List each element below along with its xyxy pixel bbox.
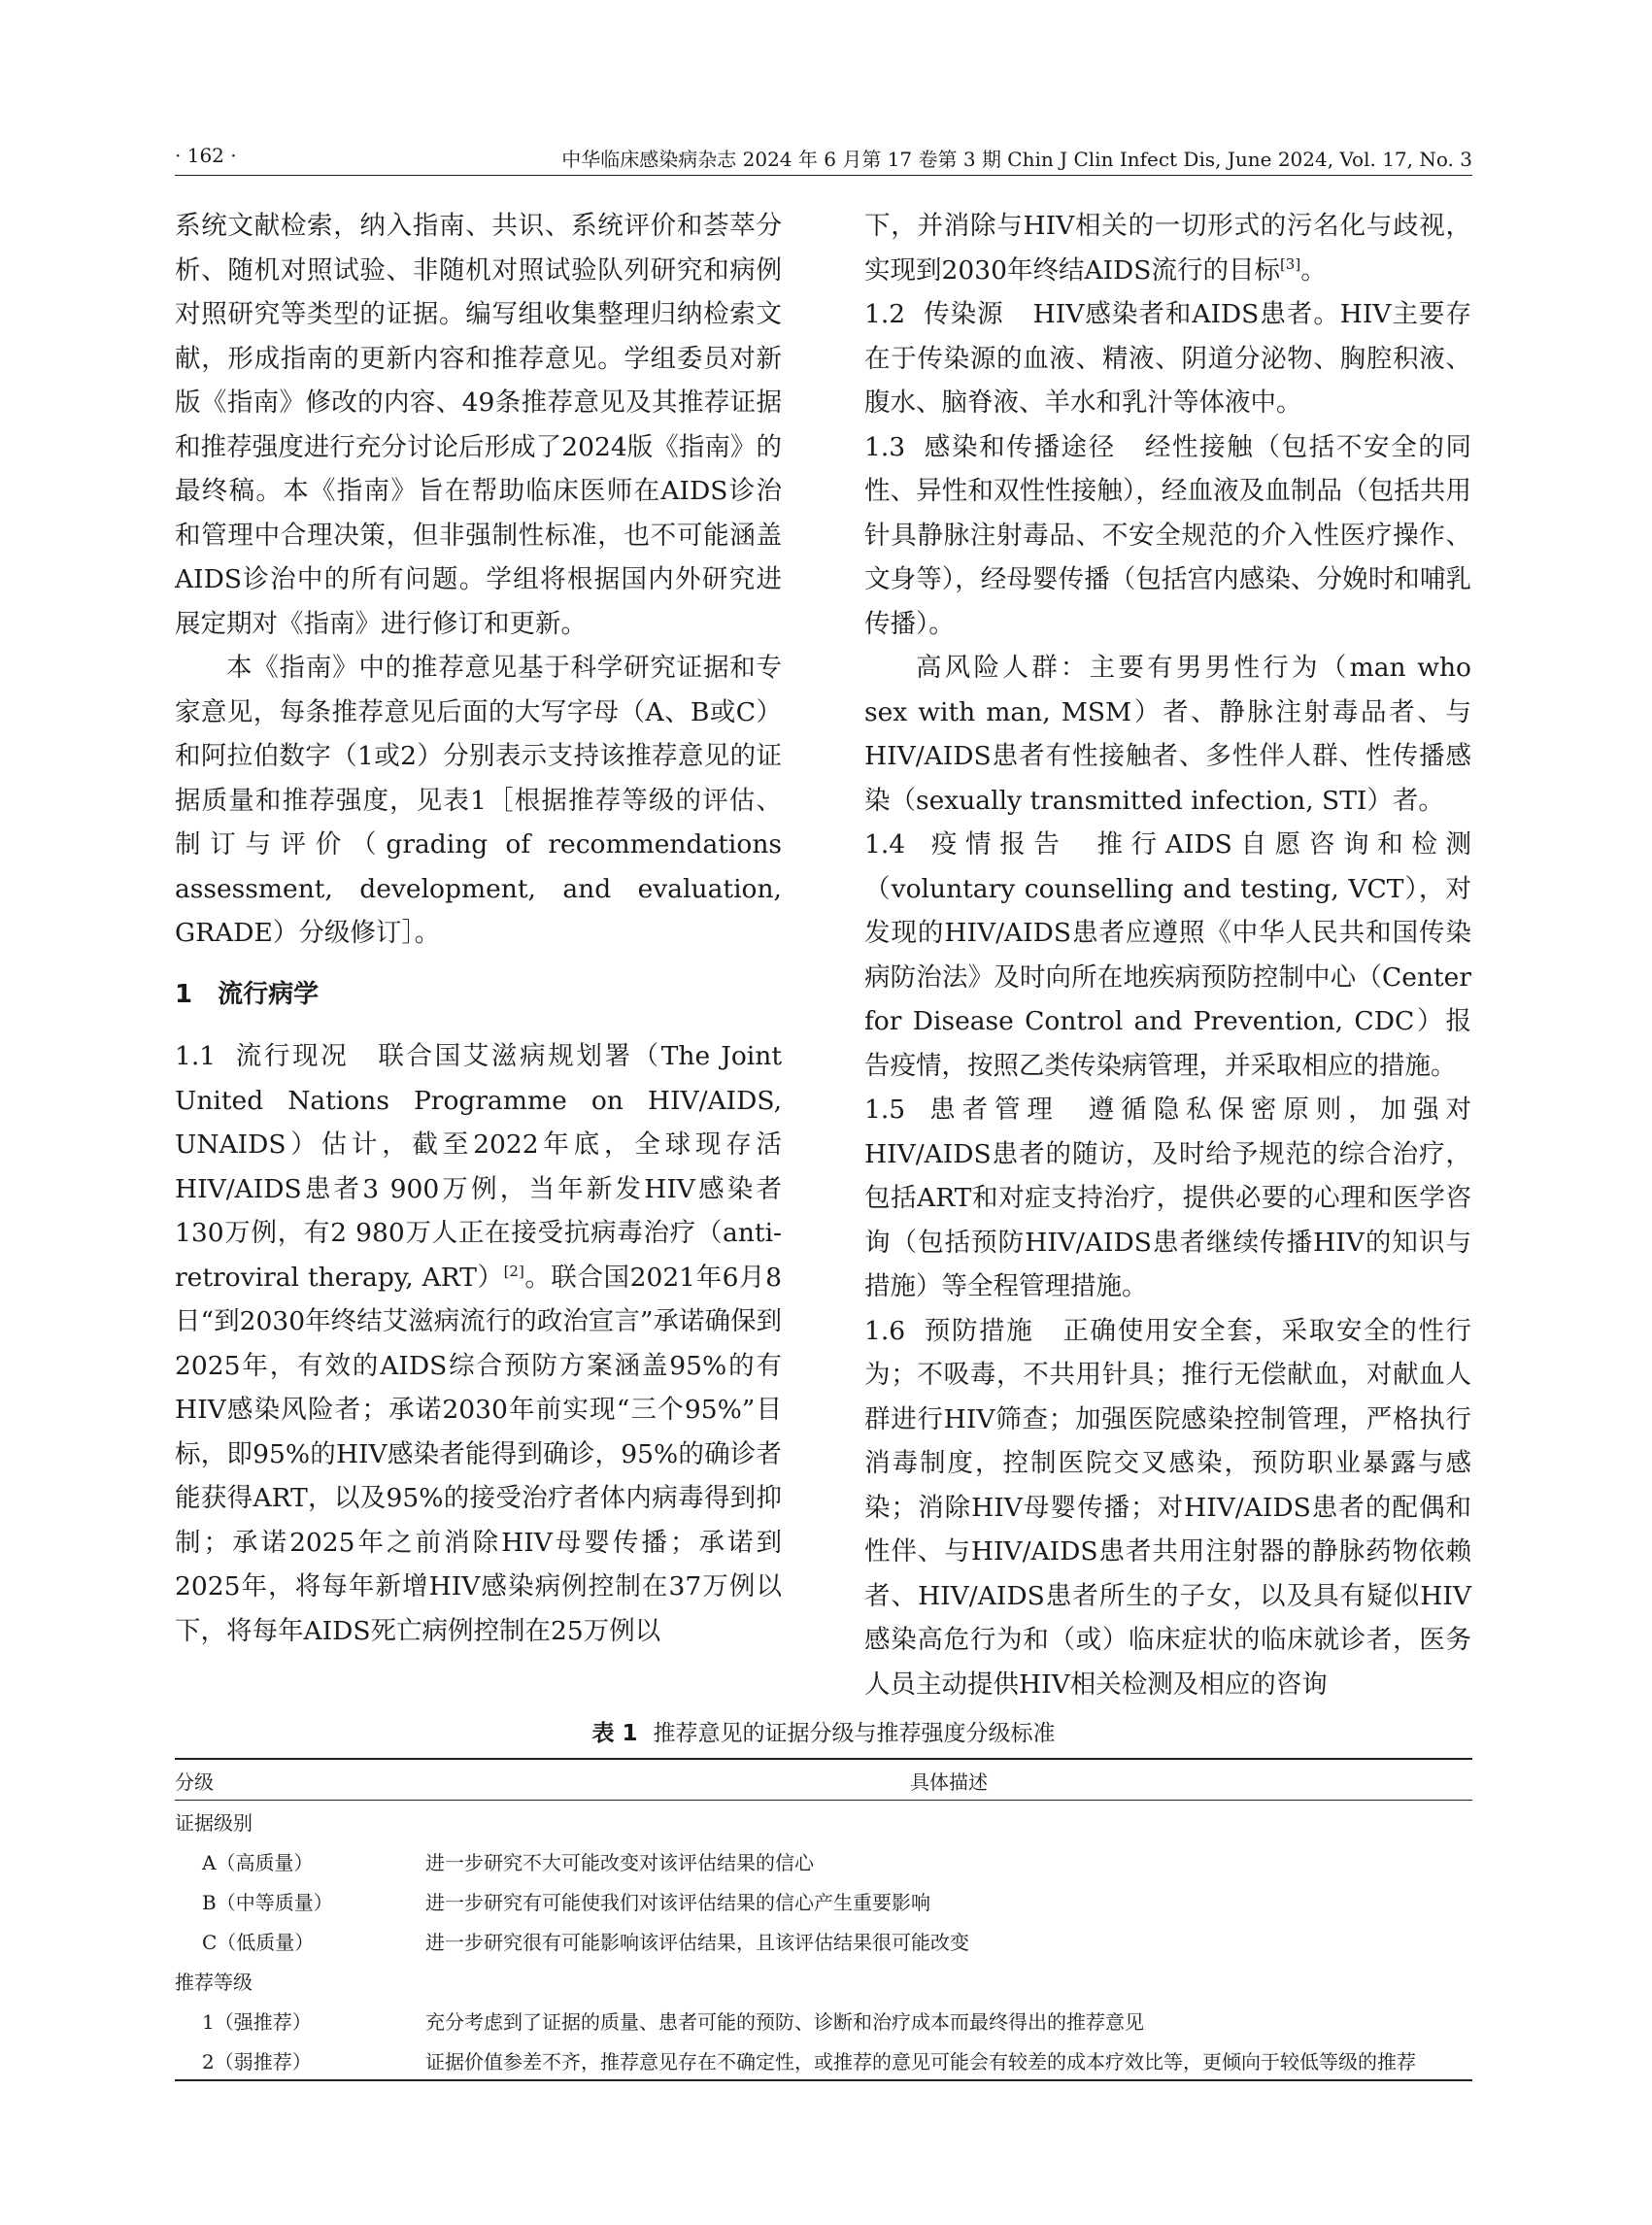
table-row xyxy=(175,1920,1472,1960)
subsection-number: 1.2 xyxy=(864,299,906,329)
column-header-description: 具体描述 xyxy=(425,1759,1472,1801)
description-cell: 证据价值参差不齐，推荐意见存在不确定性，或推荐的意见可能会有较差的成本疗效比等，更倾向于较低等级的推荐 xyxy=(425,2040,1472,2080)
continued-text-end: 。 xyxy=(1300,254,1327,286)
subsection-number: 1.6 xyxy=(864,1315,906,1346)
subsection-number: 1.5 xyxy=(864,1095,906,1125)
left-column xyxy=(175,204,782,1653)
subsection-text: 联合国艾滋病规划署（The Joint United Nations Programme on HIV/AIDS, UNAIDS）估计，截至2022年底，全球现存活HIV/AIDS患者3 900万例，当年新发HIV感染者130万例，有2 980万人正在接受抗病毒治疗（anti-retroviral therapy, ART） xyxy=(175,1041,783,1293)
page-number: · 162 · xyxy=(175,144,237,167)
description-cell: 进一步研究很有可能影响该评估结果，且该评估结果很可能改变 xyxy=(425,1930,969,1954)
paragraph-continued xyxy=(864,204,1471,292)
subsection-title: 患者管理 xyxy=(923,1095,1060,1125)
subsection-1-2 xyxy=(864,292,1471,425)
subsection-text: 正确使用安全套，采取安全的性行为；不吸毒，不共用针具；推行无偿献血，对献血人群进行HIV筛查；加强医院感染控制管理，严格执行消毒制度，控制医院交叉感染，预防职业暴露与感染；消除HIV母婴传播；对HIV/AIDS患者的配偶和性伴、与HIV/AIDS患者共用注射器的静脉药物依赖者、HIV/AIDS患者所生的子女，以及具有疑似HIV感染高危行为和（或）临床症状的临床就诊者，医务人员主动提供HIV相关检测及相应的咨询 xyxy=(864,1315,1472,1700)
subsection-text: HIV感染者和AIDS患者。HIV主要存在于传染源的血液、精液、阴道分泌物、胸腔积液、腹水、脑脊液、羊水和乳汁等体液中。 xyxy=(864,299,1472,418)
level-cell: A（高质量） xyxy=(202,1850,314,1874)
table-row xyxy=(175,2000,1472,2040)
subsection-title: 流行现况 xyxy=(233,1041,350,1071)
subsection-title: 传染源 xyxy=(923,299,1004,329)
level-cell: 2（弱推荐） xyxy=(175,2040,425,2080)
subsection-title: 感染和传播途径 xyxy=(923,431,1116,462)
subsection-number: 1.4 xyxy=(864,829,906,860)
table-title: 推荐意见的证据分级与推荐强度分级标准 xyxy=(653,1721,1056,1746)
subsection-text: 推行AIDS自愿咨询和检测（voluntary counselling and testing, VCT），对发现的HIV/AIDS患者应遵照《中华人民共和国传染病防治法》及时向所在地疾病预防控制中心（Center for Disease Control and Prevention, CDC）报告疫情，按照乙类传染病管理，并采取相应的措施。 xyxy=(864,829,1472,1081)
table-group-row xyxy=(175,1801,1472,1841)
subsection-title: 预防措施 xyxy=(923,1315,1034,1346)
table-row xyxy=(175,2040,1472,2080)
subsection-text: 经性接触（包括不安全的同性、异性和双性性接触），经血液及血制品（包括共用针具静脉注射毒品、不安全规范的介入性医疗操作、文身等），经母婴传播（包括宫内感染、分娩时和哺乳传播）。 xyxy=(864,431,1472,639)
table-row xyxy=(175,1880,1472,1920)
description-cell: 进一步研究有可能使我们对该评估结果的信心产生重要影响 xyxy=(425,1890,930,1914)
right-column xyxy=(864,204,1471,1706)
reference-marker: [2] xyxy=(503,1262,524,1280)
level-cell: B（中等质量） xyxy=(202,1890,333,1914)
subsection-text: 遵循隐私保密原则，加强对HIV/AIDS患者的随访，及时给予规范的综合治疗，包括ART和对症支持治疗，提供必要的心理和医学咨询（包括预防HIV/AIDS患者继续传播HIV的知识与措施）等全程管理措施。 xyxy=(864,1095,1472,1301)
paragraph-methods: 系统文献检索，纳入指南、共识、系统评价和荟萃分析、随机对照试验、非随机对照试验队列研究和病例对照研究等类型的证据。编写组收集整理归纳检索文献，形成指南的更新内容和推荐意见。学组委员对新版《指南》修改的内容、49条推荐意见及其推荐证据和推荐强度进行充分讨论后形成了2024版《指南》的最终稿。本《指南》旨在帮助临床医师在AIDS诊治和管理中合理决策，但非强制性标准，也不可能涵盖AIDS诊治中的所有问题。学组将根据国内外研究进展定期对《指南》进行修订和更新。 xyxy=(175,211,782,639)
group-label-recommendation: 推荐等级 xyxy=(175,1970,253,1994)
subsection-1-5 xyxy=(864,1088,1471,1309)
subsection-1-1 xyxy=(175,1034,782,1653)
running-header xyxy=(175,136,1472,176)
table-label: 表 1 xyxy=(591,1721,638,1746)
continued-text: 下，并消除与HIV相关的一切形式的污名化与歧视，实现到2030年终结AIDS流行的目标 xyxy=(864,211,1471,286)
subsection-text-continued: 。联合国2021年6月8日“到2030年终结艾滋病流行的政治宣言”承诺确保到2025年，有效的AIDS综合预防方案涵盖95%的有HIV感染风险者；承诺2030年前实现“三个95%”目标，即95%的HIV感染者能得到确诊，95%的确诊者能获得ART，以及95%的接受治疗者体内病毒得到抑制；承诺2025年之前消除HIV母婴传播；承诺到2025年，将每年新增HIV感染病例控制在37万例以下，将每年AIDS死亡病例控制在25万例以 xyxy=(175,1262,782,1646)
grading-table xyxy=(175,1758,1472,2081)
table-header-row xyxy=(175,1759,1472,1801)
subsection-1-4 xyxy=(864,823,1471,1088)
level-cell: C（低质量） xyxy=(202,1930,315,1954)
subsection-number: 1.3 xyxy=(864,431,906,462)
level-cell: 1（强推荐） xyxy=(202,2009,312,2034)
journal-citation: 中华临床感染病杂志 2024 年 6 月第 17 卷第 3 期 Chin J Clin Infect Dis, June 2024, Vol. 17, No. 3 xyxy=(561,148,1472,171)
table-row xyxy=(175,1840,1472,1880)
table-caption xyxy=(175,1715,1472,1747)
column-header-grade: 分级 xyxy=(175,1759,425,1801)
reference-marker: [3] xyxy=(1279,254,1301,273)
paragraph-grading: 本《指南》中的推荐意见基于科学研究证据和专家意见，每条推荐意见后面的大写字母（A、B或C）和阿拉伯数字（1或2）分别表示支持该推荐意见的证据质量和推荐强度，见表1［根据推荐等级的评估、制订与评价（grading of recommendations assessment, development, and evaluation, GRADE）分级修订］。 xyxy=(175,653,782,948)
subsection-1-3 xyxy=(864,425,1471,647)
section-heading-epidemiology: 1 流行病学 xyxy=(175,979,320,1009)
description-cell: 充分考虑到了证据的质量、患者可能的预防、诊断和治疗成本而最终得出的推荐意见 xyxy=(425,2009,1144,2034)
group-label-evidence: 证据级别 xyxy=(175,1810,253,1835)
table-group-row xyxy=(175,1960,1472,2000)
subsection-number: 1.1 xyxy=(175,1041,217,1071)
description-cell: 进一步研究不大可能改变对该评估结果的信心 xyxy=(425,1850,814,1874)
subsection-title: 疫情报告 xyxy=(923,829,1068,860)
subsection-1-6 xyxy=(864,1309,1471,1707)
paragraph-high-risk-groups: 高风险人群：主要有男男性行为（man who sex with man, MSM）者、静脉注射毒品者、与HIV/AIDS患者有性接触者、多性伴人群、性传播感染（sexually transmitted infection, STI）者。 xyxy=(864,653,1471,816)
